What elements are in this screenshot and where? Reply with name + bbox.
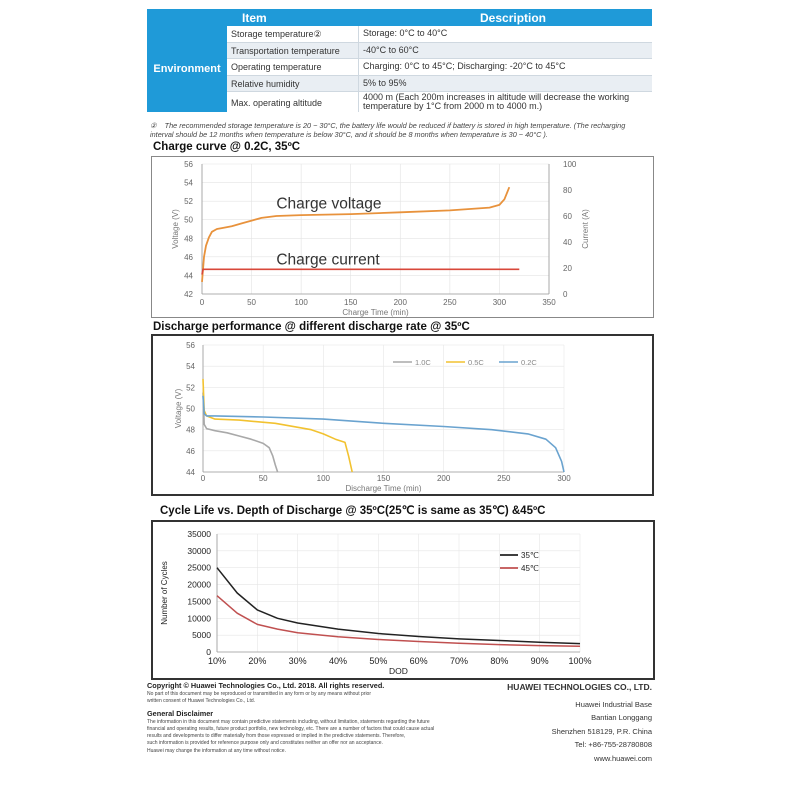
y2-tick-label: 60 xyxy=(563,212,572,221)
x-tick-label: 10% xyxy=(207,656,227,666)
note-text: The recommended storage temperature is 20 ~ 30°C, the battery life would be reduced if battery is stored in high temperature. (The recharging interval should be 12 months when temperature is below 30°C, and it should be 8 months when temperature is 30 ~ 40°C ). xyxy=(150,121,626,139)
row-description: Storage: 0°C to 40°C xyxy=(363,28,448,38)
cycle-life-line-45c xyxy=(217,596,580,647)
discharge-chart xyxy=(153,336,652,494)
x-tick-label: 250 xyxy=(497,474,511,483)
x-tick-label: 30% xyxy=(288,656,307,666)
y-axis-label: Number of Cycles xyxy=(160,561,169,625)
y-tick-label: 56 xyxy=(184,160,193,169)
disclaimer-line: The information in this document may contain predictive statements including, without limitation, statements regarding the future xyxy=(147,718,430,725)
table-row xyxy=(227,92,652,112)
disclaimer-line: Huawei may change the information at any time without notice. xyxy=(147,747,286,754)
x-tick-label: 150 xyxy=(344,298,358,307)
x-tick-label: 300 xyxy=(557,474,571,483)
copyright-line: Copyright © Huawei Technologies Co., Ltd. 2018. All rights reserved. xyxy=(147,681,385,690)
row-description: -40°C to 60°C xyxy=(363,45,419,55)
header-description: Description xyxy=(480,11,547,25)
y-tick-label: 44 xyxy=(184,271,193,281)
annotation-charge-current: Charge current xyxy=(276,251,380,269)
column-divider xyxy=(358,26,359,112)
address-line: Shenzhen 518129, P.R. China xyxy=(551,726,652,736)
y-tick-label: 20000 xyxy=(187,579,211,590)
x-tick-label: 300 xyxy=(492,298,507,307)
y2-tick-label: 40 xyxy=(563,238,572,247)
x-axis-label: Discharge Time (min) xyxy=(345,484,422,493)
cycle-life-line-35c xyxy=(217,568,580,644)
charge-curve-title: Charge curve @ 0.2C, 35ºC xyxy=(153,141,301,153)
group-label: Environment xyxy=(147,26,227,112)
copyright-text-2: written consent of Huawei Technologies Co., Ltd. xyxy=(147,698,256,705)
x-tick-label: 100 xyxy=(294,298,308,307)
environment-spec-table xyxy=(147,9,652,112)
y-tick-label: 10000 xyxy=(187,613,211,624)
x-axis-label: DOD xyxy=(389,666,408,676)
x-axis-label: Charge Time (min) xyxy=(342,308,409,317)
disclaimer-line: financial and operating results, future product portfolio, new technology, etc. There are a number of factors that could cause actual xyxy=(147,725,435,732)
disclaimer-line: results and developments to differ materially from those expressed or implied in the predictive statements. Therefore, xyxy=(147,733,406,740)
x-tick-label: 200 xyxy=(393,298,407,307)
discharge-line-1-0C xyxy=(203,393,278,472)
table-row xyxy=(227,59,652,76)
row-item: Storage temperature② xyxy=(231,29,322,39)
legend-label: 0.2C xyxy=(521,358,537,367)
y2-tick-label: 100 xyxy=(563,160,577,169)
x-tick-label: 50% xyxy=(369,656,388,666)
x-tick-label: 20% xyxy=(248,656,267,666)
discharge-chart-frame xyxy=(151,334,654,496)
y-tick-label: 56 xyxy=(186,341,195,350)
x-tick-label: 90% xyxy=(530,656,549,666)
y-tick-label: 46 xyxy=(186,446,195,456)
y-tick-label: 46 xyxy=(184,252,193,262)
x-tick-label: 100% xyxy=(568,656,592,666)
y-tick-label: 35000 xyxy=(187,529,211,539)
y-tick-label: 15000 xyxy=(187,596,211,607)
table-row xyxy=(227,76,652,92)
y2-tick-label: 0 xyxy=(563,290,568,299)
y-tick-label: 54 xyxy=(184,178,193,188)
y-axis-label: Voltage (V) xyxy=(174,388,183,429)
company-name: HUAWEI TECHNOLOGIES CO., LTD. xyxy=(507,682,652,692)
table-row xyxy=(227,43,652,59)
website-line: www.huawei.com xyxy=(594,753,652,763)
y-tick-label: 52 xyxy=(186,383,195,393)
discharge-line-0-5C xyxy=(203,379,352,472)
storage-note xyxy=(150,121,650,139)
address-line: Tel: +86-755-28780808 xyxy=(574,740,652,749)
y-tick-label: 44 xyxy=(186,468,195,477)
x-tick-label: 0 xyxy=(200,474,206,483)
header-item: Item xyxy=(242,11,267,25)
y2-tick-label: 20 xyxy=(563,264,572,273)
row-item: Operating temperature xyxy=(231,62,322,72)
discharge-title: Discharge performance @ different discharge rate @ 35ºC xyxy=(153,321,470,333)
x-tick-label: 100 xyxy=(316,474,331,483)
y-tick-label: 54 xyxy=(186,362,195,372)
address-line: Huawei Industrial Base xyxy=(575,699,652,709)
y-tick-label: 50 xyxy=(186,404,195,414)
y-tick-label: 50 xyxy=(184,215,193,225)
address-line: Bantian Longgang xyxy=(591,713,652,722)
disclaimer-title: General Disclaimer xyxy=(147,708,214,718)
annotation-charge-voltage: Charge voltage xyxy=(276,195,382,213)
row-item: Max. operating altitude xyxy=(231,98,323,108)
y-tick-label: 30000 xyxy=(187,545,211,556)
footer-address xyxy=(470,681,652,765)
x-tick-label: 350 xyxy=(542,298,556,307)
footer-legal xyxy=(147,681,437,755)
x-tick-label: 70% xyxy=(449,656,469,666)
charge-curve-chart-frame xyxy=(151,156,654,318)
y-tick-label: 0 xyxy=(206,647,211,657)
x-tick-label: 40% xyxy=(328,656,348,666)
legend-label: 0.5C xyxy=(468,358,484,367)
row-item: Transportation temperature xyxy=(231,46,340,56)
charge-current-line xyxy=(202,269,519,274)
copyright-text-1: No part of this document may be reproduced or transmitted in any form or by any means without prior xyxy=(147,691,371,697)
x-tick-label: 50 xyxy=(247,298,257,307)
x-tick-label: 50 xyxy=(258,474,268,483)
x-tick-label: 80% xyxy=(490,656,509,666)
x-tick-label: 250 xyxy=(443,298,457,307)
x-tick-label: 150 xyxy=(376,474,391,483)
row-description: 4000 m (Each 200m increases in altitude will decrease the working temperature by 1°C from 2000 m to 4000 m.) xyxy=(363,92,630,111)
note-marker: ② xyxy=(150,121,157,130)
y-tick-label: 5000 xyxy=(192,630,211,641)
x-tick-label: 60% xyxy=(409,656,428,666)
y2-tick-label: 80 xyxy=(563,186,572,195)
row-description: Charging: 0°C to 45°C; Discharging: -20°C to 45°C xyxy=(363,61,566,71)
y-tick-label: 42 xyxy=(184,290,193,299)
disclaimer-line: such information is provided for reference purpose only and constitutes neither an offer nor an acceptance. xyxy=(147,740,383,747)
legend-label: 1.0C xyxy=(415,358,431,367)
table-header xyxy=(147,9,652,26)
x-tick-label: 200 xyxy=(436,474,451,483)
y-axis-label: Voltage (V) xyxy=(171,209,180,249)
y2-axis-label: Current (A) xyxy=(581,209,590,249)
y-tick-label: 48 xyxy=(186,425,195,435)
row-description: 5% to 95% xyxy=(363,78,407,88)
charge-curve-chart xyxy=(152,157,653,317)
y-tick-label: 52 xyxy=(184,197,193,207)
row-item: Relative humidity xyxy=(231,79,300,89)
cycle-life-chart-frame xyxy=(151,520,655,680)
cycle-life-chart xyxy=(153,522,653,678)
legend-label: 45℃ xyxy=(521,564,539,573)
y-tick-label: 48 xyxy=(184,234,193,244)
y-tick-label: 25000 xyxy=(187,562,211,573)
legend-label: 35℃ xyxy=(521,551,539,560)
cycle-life-title: Cycle Life vs. Depth of Discharge @ 35ºC(25℃ is same as 35℃) &45ºC xyxy=(160,505,546,517)
x-tick-label: 0 xyxy=(199,298,205,307)
table-row xyxy=(227,26,652,43)
